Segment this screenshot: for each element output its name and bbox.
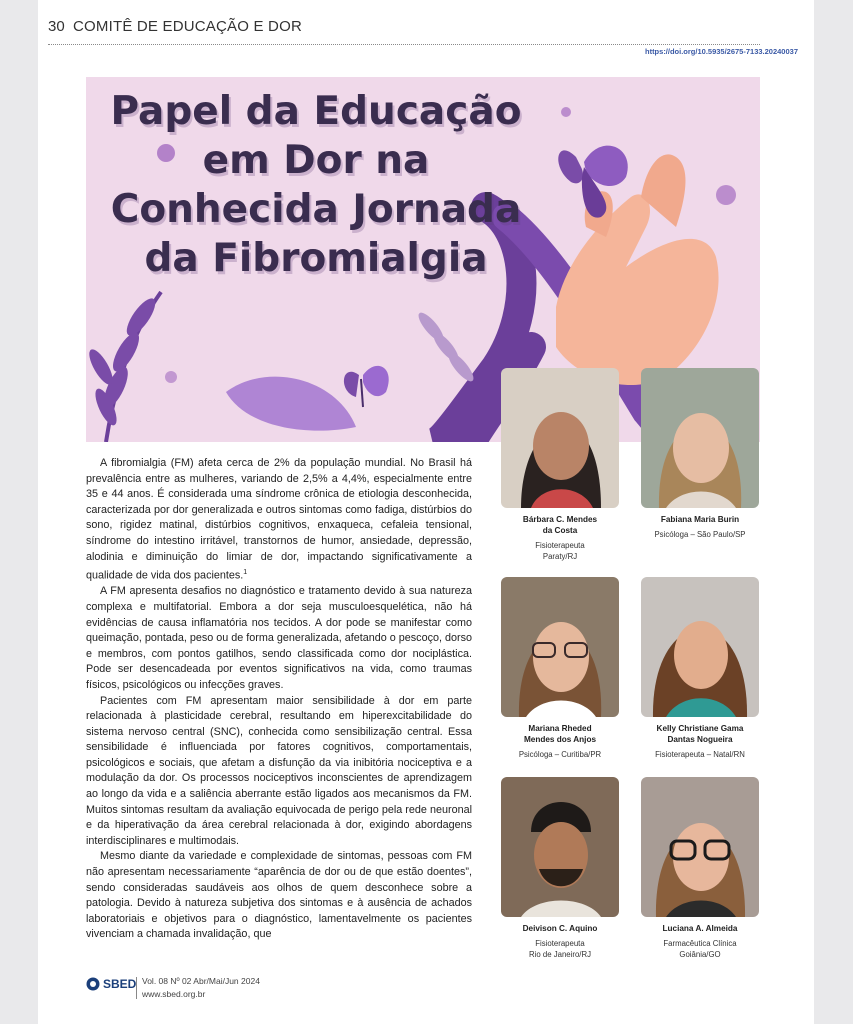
page-number: 30	[48, 18, 65, 35]
author-card	[640, 368, 760, 540]
author-photo	[641, 577, 759, 717]
website-link[interactable]: www.sbed.org.br	[142, 989, 206, 999]
author-card	[500, 577, 620, 760]
page-footer	[86, 975, 486, 1005]
footnote-marker: 1	[243, 569, 248, 577]
title-line: em Dor na	[202, 138, 430, 183]
leaves-left	[86, 292, 161, 442]
author-card	[640, 777, 760, 960]
sbed-logo	[86, 977, 136, 991]
sbed-logo-icon	[86, 977, 100, 991]
paragraph: Mesmo diante da variedade e complexidade de sintomas, pessoas com FM não apresentam necessariamente “aparência de dor ou de que estão doentes”, sendo consideradas saudáveis aos olhos de quem desconhece sobre a patologia. Devido à natureza subjetiva dos sintomas e à ausência de achados laboratoriais e objetivos para o diagnóstico, lamentavelmente os pacientes vivenciam a chamada invalidação, que	[86, 850, 472, 941]
portrait-placeholder	[641, 577, 759, 717]
author-name: Luciana A. Almeida	[662, 924, 738, 933]
portrait-placeholder	[501, 368, 619, 508]
author-role: Farmacêutica Clínica Goiânia/GO	[663, 939, 737, 959]
author-card	[640, 577, 760, 760]
portrait-placeholder	[641, 777, 759, 917]
author-name: Mariana Rheded Mendes dos Anjos	[523, 724, 597, 744]
paragraph: Pacientes com FM apresentam maior sensibilidade à dor em parte relacionada à plasticidade cerebral, resultando em hiperexcitabilidade do sistema nervoso central (SNC), conhecida como sensibilização central. Essa sensibilidade é influenciada por fatores cognitivos, comportamentais, psicológicos e sociais, que afetam a disfunção da via inibitória nociceptiva e a modulação da dor. Os processos nociceptivos inconscientes de aprendizagem ao longo da vida e a saliência aberrante estão ligados aos mecanismos da FM. Muitos sintomas resultam da avaliação equivocada de perigo pela rede neuronal e da hiperativação da área cerebral relacionada à dor, exigindo abordagens interdisciplinares e multimodais.	[86, 694, 472, 847]
butterfly-bottom	[344, 366, 389, 407]
author-role: Fisioterapeuta Rio de Janeiro/RJ	[529, 939, 591, 959]
author-name: Bárbara C. Mendes da Costa	[522, 515, 598, 535]
paragraph-text: A fibromialgia (FM) afeta cerca de 2% da população mundial. No Brasil há prevalência entre as mulheres, variando de 2,5% a 4,4%, especialmente entre 35 e 44 anos. É considerada uma síndrome crônica de etiologia desconhecida, caracterizada por dor generalizada e outros sintomas como fadiga, distúrbios do sono, rigidez matinal, distúrbios cognitivos, enxaqueca, cefaleia tensional, síndrome do intestino irritável, transtornos de humor, ansiedade, depressão, alodinia e diminuição do limiar de dor, impactando significativamente a qualidade de vida dos pacientes.	[86, 457, 472, 582]
author-photo	[501, 368, 619, 508]
author-photo	[501, 577, 619, 717]
author-card	[500, 368, 620, 562]
page-header	[48, 18, 760, 46]
leaves-right-small	[415, 309, 477, 384]
portrait-placeholder	[501, 577, 619, 717]
sbed-logo-text: SBED	[103, 977, 137, 991]
title-line: da Fibromialgia	[144, 236, 488, 281]
paragraph: A FM apresenta desafios no diagnóstico e tratamento devido à sua natureza complexa e multifatorial. Embora a dor seja musculoesquelética, não há evidências de causa inflamatória nos tecidos. A dor pode se manifestar como queimação, pontada, peso ou de forma generalizada, afetando o pescoço, dorso e membros, com pontos gatilhos, sendo classificada como dor nociplástica. Pode ser desencadeada por eventos significativos na vida, como traumas físicos, psicológicos ou infecções graves.	[86, 585, 472, 691]
author-card	[500, 777, 620, 960]
title-line: Papel da Educação	[110, 89, 522, 134]
portrait-placeholder	[641, 368, 759, 508]
author-name: Kelly Christiane Gama Dantas Nogueira	[656, 724, 744, 744]
author-photo	[641, 368, 759, 508]
author-role: Fisioterapeuta Paraty/RJ	[535, 541, 585, 561]
footer-divider	[136, 977, 137, 999]
author-photo	[641, 777, 759, 917]
title-line: Conhecida Jornada	[110, 187, 522, 232]
section-title: COMITÊ DE EDUCAÇÃO E DOR	[73, 18, 302, 35]
author-role: Psicóloga – Curitiba/PR	[518, 750, 602, 759]
article-body	[86, 456, 472, 943]
header-divider	[48, 44, 760, 45]
leaf-bottom	[226, 377, 356, 431]
butterfly-top	[558, 146, 627, 218]
author-role: Fisioterapeuta – Natal/RN	[655, 750, 745, 759]
author-name: Fabiana Maria Burin	[660, 515, 740, 524]
author-photo	[501, 777, 619, 917]
author-role: Psicóloga – São Paulo/SP	[654, 530, 746, 539]
portrait-placeholder	[501, 777, 619, 917]
doi-link[interactable]: https://doi.org/10.5935/2675-7133.20240037	[644, 47, 798, 56]
paragraph	[86, 456, 472, 584]
article-title	[86, 87, 546, 283]
volume-info: Vol. 08 Nº 02 Abr/Mai/Jun 2024	[142, 976, 260, 986]
author-name: Deivison C. Aquino	[522, 924, 598, 933]
